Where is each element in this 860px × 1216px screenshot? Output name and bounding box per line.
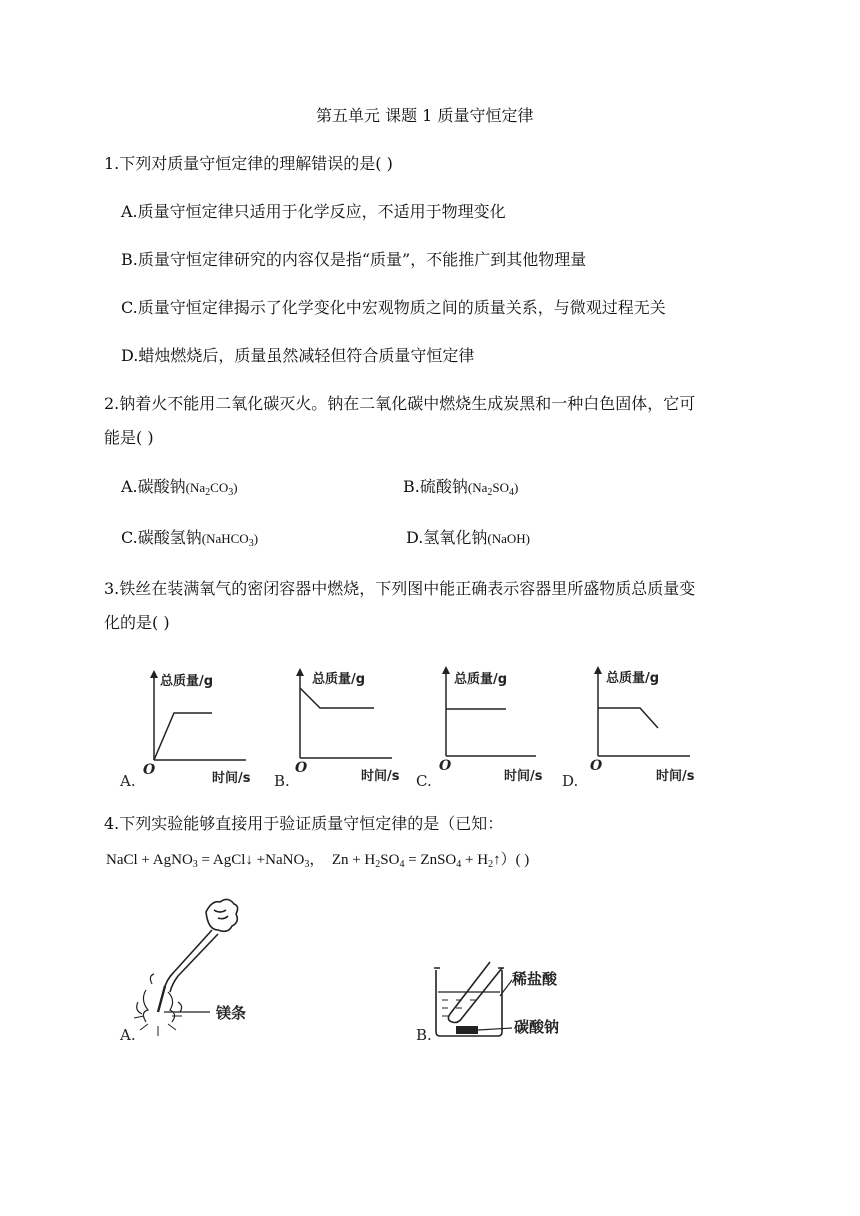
q4-option-a: A. — [120, 1026, 136, 1044]
q1-option-c: C.质量守恒定律揭示了化学变化中宏观物质之间的质量关系，与微观过程无关 — [121, 298, 666, 317]
hand-icon — [206, 899, 238, 931]
q4-figure-b — [412, 950, 612, 1050]
page-title: 第五单元 课题 1 质量守恒定律 — [316, 106, 534, 125]
q1-option-b: B.质量守恒定律研究的内容仅是指“质量”，不能推广到其他物理量 — [121, 250, 587, 269]
graph-a-option: A. — [120, 772, 136, 790]
q1-stem: 1.下列对质量守恒定律的理解错误的是( ) — [104, 154, 393, 173]
graph-c-option: C. — [416, 772, 432, 790]
q2-option-d-label: D.氢氧化钠 — [406, 528, 488, 547]
q2-option-b — [403, 477, 518, 503]
q4-option-b: B. — [416, 1026, 432, 1044]
graph-d-origin: O — [590, 758, 603, 774]
graph-b — [274, 668, 400, 790]
label-magnesium: 镁条 — [216, 1004, 247, 1022]
graph-a-ylabel: 总质量/g — [160, 674, 214, 689]
graph-d-option: D. — [562, 772, 579, 790]
q2-option-c-label: C.碳酸氢钠 — [121, 528, 202, 547]
q2-option-c — [121, 528, 258, 554]
q4-stem: 4.下列实验能够直接用于验证质量守恒定律的是（已知： — [104, 814, 504, 833]
q2-option-d-formula: (NaOH) — [487, 531, 530, 546]
q2-stem-line2: 能是( ) — [104, 428, 154, 447]
q2-option-b-formula: $(Na_2SO_4)$ — [467, 480, 519, 498]
graph-a-xlabel: 时间/s — [212, 771, 251, 786]
graph-d — [562, 666, 695, 790]
q2-option-b-label: B.硫酸钠 — [403, 477, 468, 496]
graph-a — [119, 670, 251, 790]
graph-d-ylabel: 总质量/g — [606, 671, 660, 686]
q2-option-a — [121, 477, 238, 503]
q2-stem-line1: 2.钠着火不能用二氧化碳灭火。钠在二氧化碳中燃烧生成炭黑和一种白色固体，它可 — [104, 394, 696, 413]
q1-option-d: D.蜡烛燃烧后，质量虽然减轻但符合质量守恒定律 — [121, 346, 475, 365]
q1-option-a: A.质量守恒定律只适用于化学反应，不适用于物理变化 — [121, 202, 506, 221]
graph-b-option: B. — [274, 772, 290, 790]
q3-stem-line1: 3.铁丝在装满氧气的密闭容器中燃烧，下列图中能正确表示容器里所盛物质总质量变 — [104, 579, 696, 598]
q2-option-d — [406, 528, 530, 549]
q4-figure-a — [118, 890, 298, 1050]
q2-option-a-label: A.碳酸钠 — [121, 477, 186, 496]
q2-option-c-formula: (NaHCO$_3$) — [201, 531, 259, 549]
graph-c-xlabel: 时间/s — [504, 769, 543, 784]
q3-stem-line2: 化的是( ) — [104, 613, 170, 632]
graph-a-origin: O — [143, 762, 156, 778]
q2-option-a-formula: $(Na_2CO_3)$ — [185, 480, 238, 498]
q4-equation: NaCl + AgNO$_3$ = AgCl↓ +NaNO$_3$， $Zn + H_2SO_4$ = ZnSO$_4$ + $H_2↑$）( ) — [106, 852, 530, 870]
graph-c-ylabel: 总质量/g — [454, 672, 508, 687]
label-sodium-carbonate: 碳酸钠 — [514, 1018, 560, 1036]
graph-b-origin: O — [295, 760, 308, 776]
q3-graphs — [116, 660, 716, 790]
graph-c — [416, 666, 543, 790]
graph-b-xlabel: 时间/s — [361, 769, 400, 784]
graph-d-xlabel: 时间/s — [656, 769, 695, 784]
label-dilute-hcl: 稀盐酸 — [512, 970, 558, 988]
graph-c-origin: O — [439, 758, 452, 774]
q4-answer-paren: ）( ) — [500, 852, 530, 868]
graph-b-ylabel: 总质量/g — [312, 672, 366, 687]
